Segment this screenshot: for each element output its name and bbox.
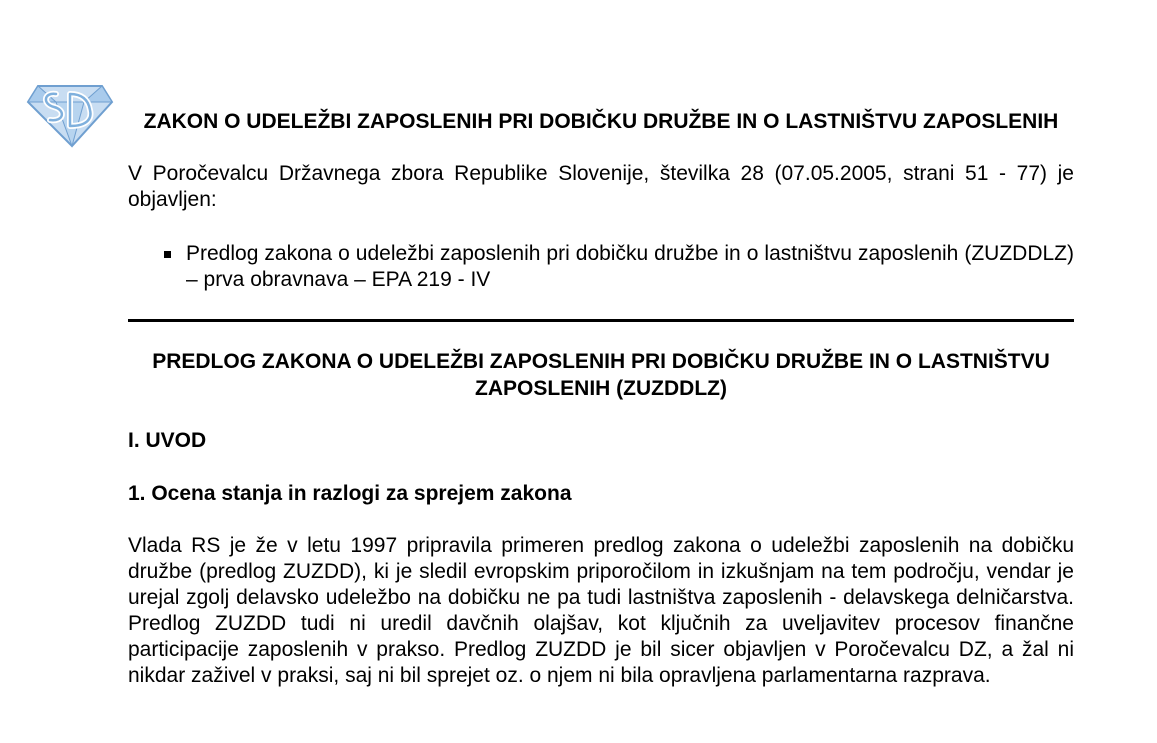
logo [26, 80, 114, 150]
subsection-heading: 1. Ocena stanja in razlogi za sprejem zakona [128, 482, 572, 505]
section-title: PREDLOG ZAKONA O UDELEŽBI ZAPOSLENIH PRI DOBIČKU DRUŽBE IN O LASTNIŠTVU ZAPOSLENIH (ZUZDDLZ) [152, 350, 1050, 400]
document-title: ZAKON O UDELEŽBI ZAPOSLENIH PRI DOBIČKU DRUŽBE IN O LASTNIŠTVU ZAPOSLENIH [143, 110, 1059, 133]
square-bullet-icon [164, 251, 171, 258]
chapter-heading: I. UVOD [128, 429, 207, 452]
list-item-text: Predlog zakona o udeležbi zaposlenih pri dobičku družbe in o lastništvu zaposlenih (ZUZDDLZ) – prva obravnava – EPA 219 - IV [186, 242, 1074, 291]
body-paragraph: Vlada RS je že v letu 1997 pripravila primeren predlog zakona o udeležbi zaposlenih na dobičku družbe (predlog ZUZDD), ki je sledil evropskim priporočilom in izkušnjam na tem področju, vendar je urejal zgolj delavsko udeležbo na dobičku ne pa tudi lastništva zaposlenih - delavskega delničarstva. Predlog ZUZDD tudi ni uredil davčnih olajšav, kot ključnih za uveljavitev procesov finančne participacije zaposlenih v prakso. Predlog ZUZDD je bil sicer objavljen v Poročevalcu DZ, a žal ni nikdar zaživel v praksi, saj ni bil sprejet oz. o njem ni bila opravljena parlamentarna razprava. [128, 534, 1074, 687]
publication-list [128, 241, 1074, 293]
list-item [128, 241, 1074, 293]
intro-paragraph: V Poročevalcu Državnega zbora Republike Slovenije, številka 28 (07.05.2005, strani 51 - 77) je objavljen: [128, 162, 1074, 211]
horizontal-divider [128, 319, 1074, 322]
document-body [128, 108, 1074, 689]
diamond-logo-icon [26, 80, 114, 150]
